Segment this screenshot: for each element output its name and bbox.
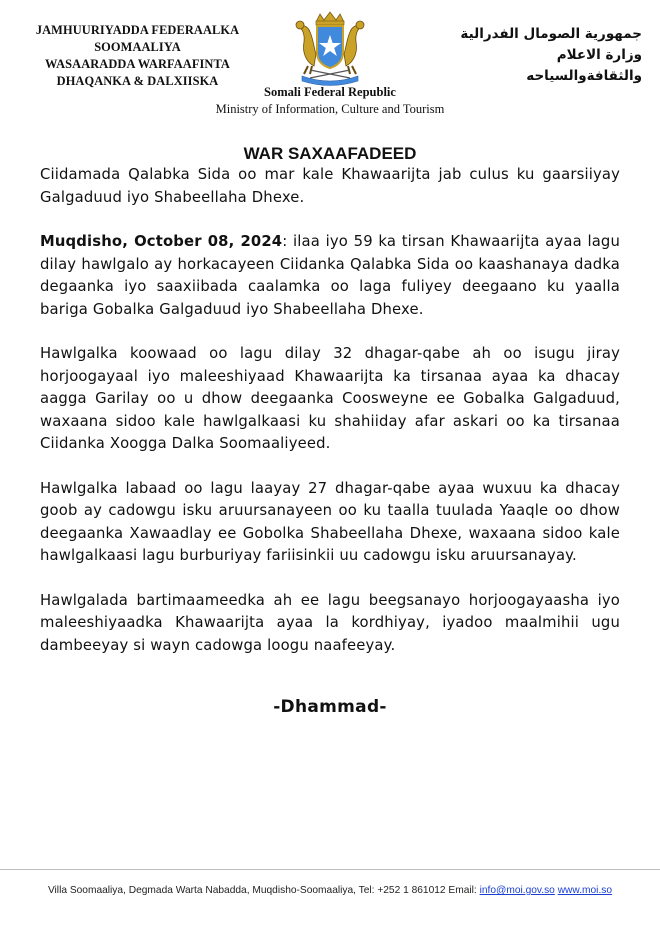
letterhead-left-line: DHAQANKA & DALXIISKA xyxy=(56,74,219,88)
closing-mark: -Dhammad- xyxy=(273,697,387,717)
somali-coat-of-arms-emblem xyxy=(280,8,380,88)
republic-name: Somali Federal Republic xyxy=(264,85,396,99)
footer-website-link[interactable]: www.moi.so xyxy=(557,885,613,896)
paragraph-3: Hawlgalka labaad oo lagu laayay 27 dhagar-qabe ayaa wuxuu ka dhacay goob ay cadowgu isku aruursanayeen oo ku taalla tuulada Yaaqle oo dhow deegaanka Xawaadlay ee Gobolka Shabeellaha Dhexe, waxaana sidoo kale hawlgalkaasi lagu burburiyay fariisinkii uu cadowgu isku aruursanayay. xyxy=(40,479,620,564)
letterhead-left-line: JAMHUURIYADDA FEDERAALKA xyxy=(35,23,240,37)
headline: Ciidamada Qalabka Sida oo mar kale Khawaarijta jab culus ku gaarsiiyay Galgaduud iyo Shabeellaha Dhexe. xyxy=(40,166,620,206)
letterhead-arabic-text xyxy=(432,24,642,87)
paragraph-2: Hawlgalka koowaad oo lagu dilay 32 dhagar-qabe ah oo isugu jiray horjoogayaal iyo maleeshiyaad Khawaarijta ka tirsanaa ayaa ka dhacay aagga Garilay oo u dhow deegaanka Coosweyne ee Gobalka Galgaduud, waxaana sidoo kale hawlgalkaasi ku shahiiday afar askari oo ka tirsanaa Ciidanka Xoogga Dalka Soomaaliyeed. xyxy=(40,345,620,452)
footer xyxy=(0,885,660,896)
letterhead-right-line: جمهورية الصومال الفدرالية xyxy=(460,26,642,42)
paragraph-4: Hawlgalada bartimaameedka ah ee lagu beegsanayo horjoogayaasha iyo maleeshiyaadka Khawaarijta ayaa la kordhiyay, iyadoo maalmihii ugu dambeeyay si wayn cadowga loogu naafeeyay. xyxy=(40,591,620,654)
letterhead-left-line: WASAARADDA WARFAAFINTA xyxy=(45,57,230,71)
footer-email-link[interactable]: info@moi.gov.so xyxy=(479,885,555,896)
letterhead-right-line: والثقافةوالسياحه xyxy=(526,68,642,84)
dateline: Muqdisho, October 08, 2024 xyxy=(40,233,283,250)
footer-address: Villa Soomaaliya, Degmada Warta Nabadda, Muqdisho-Soomaaliya, Tel: +252 1 861012 Email: xyxy=(47,885,480,896)
letterhead-left-line: SOOMAALIYA xyxy=(94,40,181,54)
letterhead xyxy=(0,0,660,130)
letterhead-right-line: وزارة الاعلام xyxy=(556,47,642,63)
paragraph-1-text: : ilaa iyo 59 ka tirsan Khawaarijta ayaa lagu dilay hawlgalo ay horkacayeen Ciidanka Qalabka Sida oo kaashanaya dadka degaanka iyo saaxiibada caalamka oo laga fuliyey deegaano ku yaalla bariga Gobalka Galgaduud iyo Shabeellaha Dhexe. xyxy=(40,233,621,318)
letterhead-somali-text xyxy=(30,22,245,90)
press-release-title: WAR SAXAAFADEED xyxy=(243,144,417,163)
paragraph-1 xyxy=(40,231,620,321)
press-release-body xyxy=(40,164,620,679)
ministry-name: Ministry of Information, Culture and Tourism xyxy=(215,102,445,116)
footer-divider xyxy=(0,869,660,870)
letterhead-center-text xyxy=(180,84,480,118)
